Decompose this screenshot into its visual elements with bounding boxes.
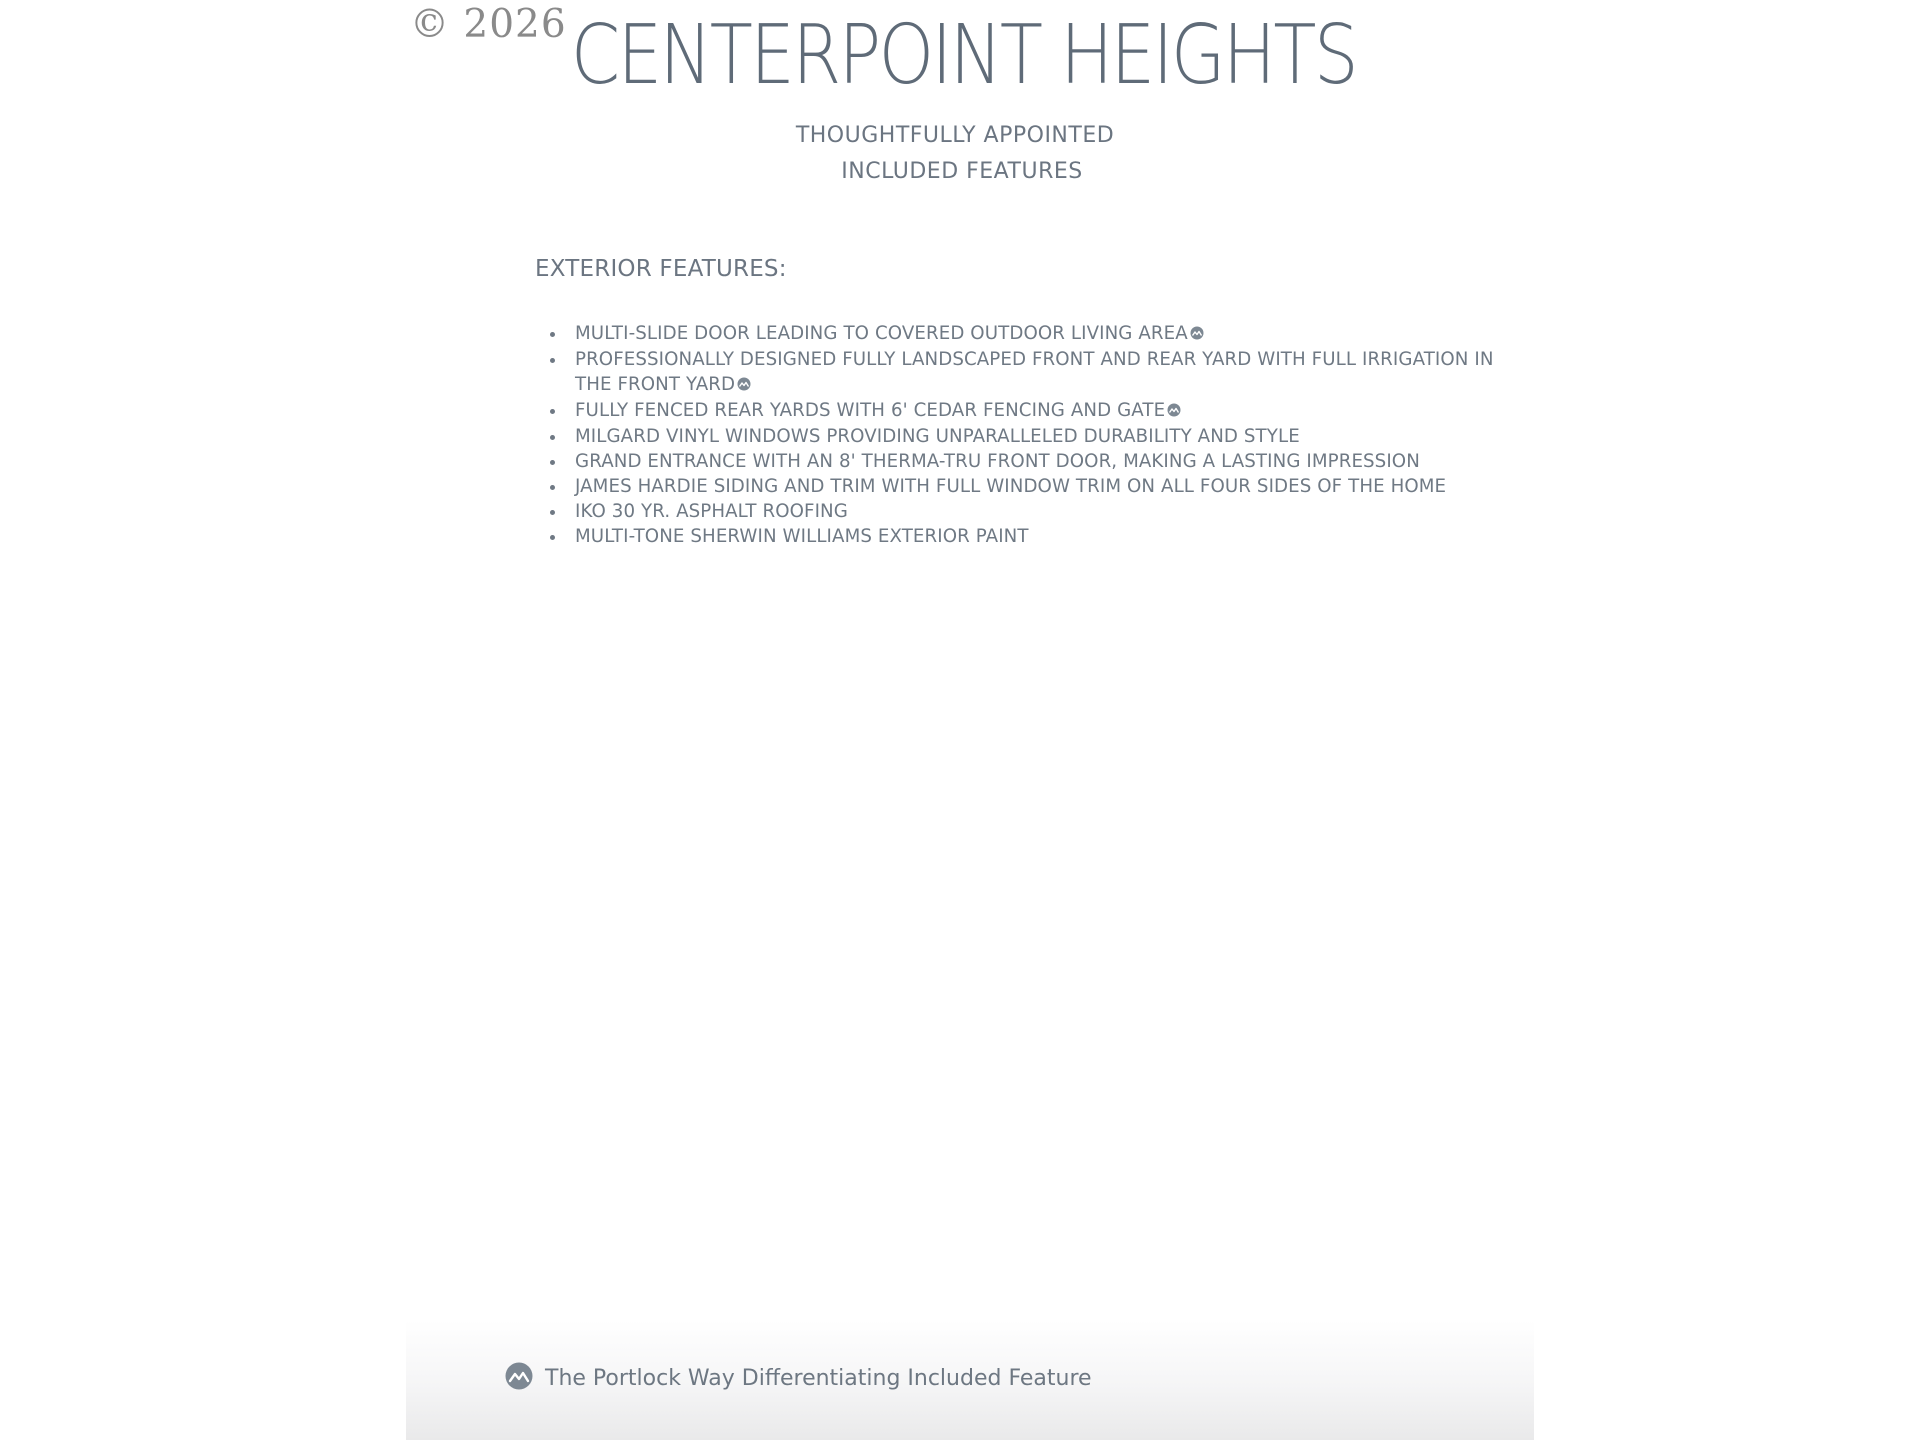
- mountain-icon: [1190, 322, 1204, 347]
- feature-list: [545, 321, 1497, 549]
- feature-text: MULTI-SLIDE DOOR LEADING TO COVERED OUTDOOR LIVING AREA: [575, 323, 1188, 344]
- page-subtitle: [0, 118, 1920, 190]
- list-item: [567, 449, 1497, 474]
- copyright-watermark: © 2026: [410, 2, 567, 47]
- feature-text: FULLY FENCED REAR YARDS WITH 6' CEDAR FENCING AND GATE: [575, 400, 1166, 421]
- list-item: [567, 424, 1497, 449]
- list-item: [567, 474, 1497, 499]
- page-title: CENTERPOINT HEIGHTS: [570, 8, 1357, 103]
- list-item: [567, 499, 1497, 524]
- list-item: [567, 524, 1497, 549]
- mountain-icon: [1167, 399, 1181, 424]
- legend-text: The Portlock Way Differentiating Included Feature: [545, 1365, 1092, 1391]
- feature-text: JAMES HARDIE SIDING AND TRIM WITH FULL WINDOW TRIM ON ALL FOUR SIDES OF THE HOME: [575, 476, 1447, 497]
- feature-text: MULTI-TONE SHERWIN WILLIAMS EXTERIOR PAINT: [575, 526, 1029, 547]
- subtitle-line-1: THOUGHTFULLY APPOINTED: [795, 123, 1115, 148]
- list-item: [567, 398, 1497, 424]
- list-item: [567, 347, 1497, 398]
- list-item: [567, 321, 1497, 347]
- feature-text: PROFESSIONALLY DESIGNED FULLY LANDSCAPED FRONT AND REAR YARD WITH FULL IRRIGATION IN THE FRONT YARD: [575, 349, 1494, 395]
- mountain-icon: [505, 1362, 533, 1394]
- feature-text: MILGARD VINYL WINDOWS PROVIDING UNPARALLELED DURABILITY AND STYLE: [575, 426, 1300, 447]
- feature-text: IKO 30 YR. ASPHALT ROOFING: [575, 501, 848, 522]
- legend: [505, 1362, 1092, 1394]
- section-heading: EXTERIOR FEATURES:: [535, 256, 787, 282]
- mountain-icon: [737, 373, 751, 398]
- subtitle-line-2: INCLUDED FEATURES: [841, 159, 1083, 184]
- feature-text: GRAND ENTRANCE WITH AN 8' THERMA-TRU FRONT DOOR, MAKING A LASTING IMPRESSION: [575, 451, 1420, 472]
- document-page: [406, 0, 1534, 1440]
